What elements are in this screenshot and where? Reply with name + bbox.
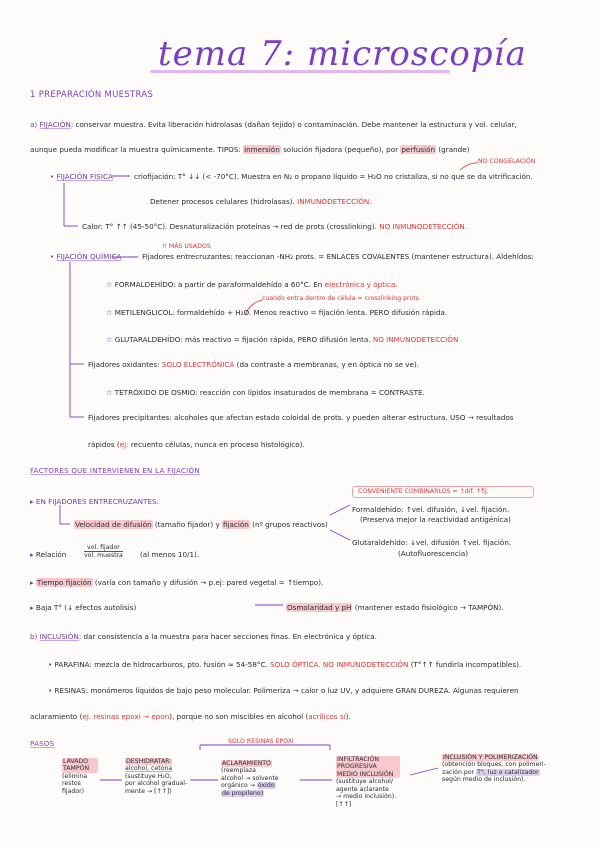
velocidad-highlight: Velocidad de difusión (75, 520, 152, 529)
relacion-text: ▸ Relación (30, 550, 67, 559)
calor-detail: Calor: T° ↑↑ (45-50°C). Desnaturalización proteínas → red de prots (crosslinking). (82, 222, 377, 231)
fijacion-line-2 (30, 145, 469, 154)
oxidantes-detail: (da contraste a membranas, y en óptica no se ve). (236, 360, 420, 369)
paso-line: (sustituye H₂O, (125, 772, 172, 780)
ej-label: ej: (119, 440, 129, 449)
crio-detail-text: Detener procesos celulares (hidrolasas). (150, 197, 295, 206)
paso-lavado (62, 758, 102, 795)
baja-t-text: ▸ Baja T° (↓ efectos autolisis) (30, 603, 137, 612)
calor-text (82, 222, 467, 231)
close-paren: ). (345, 712, 351, 721)
electronica-optica-label: electrónica y óptica. (324, 280, 398, 289)
section-heading: 1 PREPARACIÓN MUESTRAS (30, 90, 154, 100)
propileno-highlight: de propileno) (222, 789, 264, 797)
prec-detail: recuento células, nunca en proceso histológico). (130, 440, 305, 449)
resinas-detail: RESINAS: monómeros líquidos de bajo peso molecular. Polimeriza → calor o luz UV, y adquiere GRAN DUREZA. Algunas requieren (54, 686, 519, 695)
glutaraldehido-detail: GLUTARALDEHÍDO: más reactivo = fijación rápida, PERO difusión lenta. (114, 335, 371, 344)
inclusion-heading: INCLUSIÓN (39, 632, 79, 641)
paso-line: orgánico → (221, 782, 255, 790)
pasos-heading: PASOS (30, 740, 55, 748)
formaldehido-factor: Formaldehído: ↑vel. difusión, ↓vel. fijación. (352, 505, 510, 514)
no-inmuno-label: NO INMUNODETECCIÓN (372, 335, 459, 344)
aclaramiento-text: aclaramiento ( (30, 712, 83, 721)
parafina-text: • PARAFINA: mezcla de hidrocarburos, pto. fusión ≈ 54-58°C. SOLO ÓPTICA. NO INMUNODETECCIÓN (T°↑↑ fundirla incompatibles). (48, 660, 522, 669)
parafina-detail: PARAFINA: mezcla de hidrocarburos, pto. fusión ≈ 54-58°C. (54, 660, 268, 669)
paso-sub: alcohol, cetona (125, 765, 173, 773)
paso-line: (obtención bloques, con polimeri- (442, 761, 546, 769)
entrecruzantes-heading: ▸ EN FIJADORES ENTRECRUZANTES: (30, 497, 159, 506)
inclusion-text: : dar consistencia a la muestra para hacer secciones finas. En electrónica y óptica. (78, 632, 377, 641)
fraccion-denominador: vol. muestra (84, 552, 123, 560)
paso-line: (elimina (62, 772, 88, 780)
fraccion-numerador: vol. fijador (84, 544, 123, 552)
epoxi-example: ej. resinas epoxi → epon (82, 712, 170, 721)
paso-line: [↑↑] (336, 800, 352, 808)
catalizador-highlight: T°, luz o catalizador (477, 768, 539, 776)
resinas-text-2 (30, 712, 351, 721)
paso-line: fijador) (62, 787, 85, 795)
paso-line: restos (62, 780, 81, 788)
entrecruzantes-text: Fijadores entrecruzantes: reaccionan -NH₂ prots. = ENLACES COVALENTES (mantener estructura). Aldehídos: (142, 252, 534, 261)
crosslinking-note: cuando entra dentro de célula = crosslinking prots (262, 295, 419, 302)
tipos-text-2: solución fijadora (pequeño), por (283, 145, 399, 154)
glutaraldehido-factor-note: (Autofluorescencia) (398, 549, 469, 558)
paso-title: LAVADO TAMPÓN (62, 758, 98, 773)
osmolaridad-detail: (mantener estado fisiológico → TAMPÓN). (354, 603, 504, 612)
paso-title: DESHIDRATAR: (126, 758, 172, 765)
fijacion-line-1 (30, 120, 517, 129)
tiempo-highlight: Tiempo fijación (36, 578, 92, 587)
minimo-text: (al menos 10/1). (140, 550, 200, 559)
no-inmunodeteccion-label: NO INMUNODETECCIÓN. (379, 222, 468, 231)
tiempo-detail: (varía con tamaño y difusión → p.ej: pared vegetal = ↑tiempo). (94, 578, 324, 587)
acrilicos-example: acrílicos sí (308, 712, 346, 721)
fijacion-text: : conservar muestra. Evita liberación hidrolasas (dañan tejido) o contaminación. Debe mantener la estructura y vol. celular, (70, 120, 517, 129)
tipos-text-3: (grande) (438, 145, 470, 154)
inmunodeteccion-label: INMUNODETECCIÓN. (297, 197, 372, 206)
fisica-label: FIJACIÓN FÍSICA (56, 172, 113, 181)
paso-line: → medio inclusión). (336, 793, 397, 801)
fijacion-quimica-heading: • FIJACIÓN QUÍMICA (50, 252, 122, 261)
oxido-highlight: óxido (257, 782, 275, 790)
glutaraldehido-text: ☆ GLUTARALDEHÍDO: más reactivo = fijación rápida, PERO difusión lenta. NO INMUNODETECCIÓN (106, 335, 459, 344)
factores-heading: FACTORES QUE INTERVIENEN EN LA FIJACIÓN (30, 467, 200, 475)
item-letter-b: b) (30, 632, 38, 641)
paso-line: (sustituye alcohol/ (336, 778, 393, 786)
paso-line: mente → [↑↑]) (125, 787, 172, 795)
paso-title: ACLARAMIENTO (222, 760, 271, 767)
mas-usados-note: !! MÁS USADOS (162, 243, 211, 250)
criofijacion-detail (150, 197, 372, 206)
solo-optica-label: SOLO ÓPTICA. NO INMUNODETECCIÓN (270, 660, 409, 669)
paso-line: alcohol → solvente (221, 774, 279, 782)
conveniente-note: CONVENIENTE COMBINARLOS = ↑dif. ↑fij. (358, 488, 489, 495)
fijacion-heading: FIJACIÓN (39, 120, 71, 129)
paso-deshidratar (125, 758, 187, 795)
paso-inclusion (442, 754, 546, 784)
formaldehido-factor-note: (Preserva mejor la reactividad antigénica) (360, 515, 511, 524)
oxidantes-text (88, 360, 419, 369)
paso-title: INCLUSIÓN Y POLIMERIZACIÓN (443, 754, 538, 761)
tiempo-text: ▸ Tiempo fijación (varía con tamaño y difusión → p.ej: pared vegetal = ↑tiempo). (30, 578, 324, 587)
metilenglicol-detail: METILENGLICOL: formaldehído + H₂O. Menos reactivo = fijación lenta. PERO difusión rápida. (114, 308, 448, 317)
parafina-note: (T°↑↑ fundirla incompatibles). (410, 660, 522, 669)
solo-resinas-note: SOLO RESINAS EPOXI (228, 738, 294, 745)
inmersion-highlight: inmersión (244, 145, 280, 154)
tetroxido-text: ☆ TETRÓXIDO DE OSMIO: reacción con lípidos insaturados de membrana = CONTRASTE. (106, 388, 425, 397)
item-letter: a) (30, 120, 38, 129)
fijacion-highlight: fijación (223, 520, 249, 529)
tipos-text: aunque pueda modificar la muestra químicamente. TIPOS: (30, 145, 241, 154)
fijacion-fisica-heading: • FIJACIÓN FÍSICA (50, 172, 113, 181)
oxidantes-label: Fijadores oxidantes: (88, 360, 160, 369)
criofijacion-text: criofijación: T° ↓↓ (< -70°C). Muestra en N₂ o propano líquido = H₂O no cristaliza, si no que se da vitrificación. (134, 172, 533, 181)
paso-line: zación por (442, 768, 475, 776)
relacion-label: Relación (35, 550, 67, 559)
no-congelacion-note: NO CONGELACIÓN (478, 158, 536, 165)
osmolaridad-highlight: Osmolaridad y pH (287, 603, 352, 612)
paso-line: agente aclarante (336, 785, 389, 793)
paso-line: por alcohol gradual- (125, 780, 188, 788)
paso-infiltracion (336, 756, 400, 808)
formaldehido-detail: FORMALDEHÍDO: a partir de paraformaldehído a 60°C. En (114, 280, 323, 289)
resinas-text: • RESINAS: monómeros líquidos de bajo peso molecular. Polimeriza → calor o luz UV, y adquiere GRAN DUREZA. Algunas requieren (48, 686, 519, 695)
prec-open: rápidos ( (88, 440, 120, 449)
precipitantes-text: Fijadores precipitantes: alcoholes que afectan estado coloidal de prots. y pueden alterar estructura. USO → resultados (88, 413, 514, 422)
paso-line: según medio de inclusión). (442, 776, 526, 784)
fraccion (84, 544, 123, 560)
paso-aclaramiento (221, 760, 279, 797)
quimica-label: FIJACIÓN QUÍMICA (56, 252, 122, 261)
perfusion-highlight: perfusión (401, 145, 436, 154)
solo-electronica-label: SOLO ELECTRÓNICA (161, 360, 235, 369)
osmolaridad-text (286, 603, 504, 612)
velocidad-text (74, 520, 328, 529)
precipitantes-text-2 (88, 440, 305, 449)
inclusion-line (30, 632, 377, 641)
tetroxido-detail: TETRÓXIDO DE OSMIO: reacción con lípidos insaturados de membrana = CONTRASTE. (114, 388, 425, 397)
glutaraldehido-factor: Glutaraldehído: ↓vel. difusión ↑vel. fijación. (352, 538, 512, 547)
paso-title: INFILTRACIÓN PROGRESIVA MEDIO INCLUSIÓN (336, 756, 400, 778)
tamano-text: (tamaño fijador) y (154, 520, 220, 529)
grupos-text: (nº grupos reactivos) (252, 520, 328, 529)
paso-line: (reemplaza (221, 767, 256, 775)
metilenglicol-text: ☆ METILENGLICOL: formaldehído + H₂O. Menos reactivo = fijación lenta. PERO difusión rápida. (106, 308, 448, 317)
baja-t-label: Baja T° (↓ efectos autolisis) (35, 603, 137, 612)
miscibles-text: ), porque no son miscibles en alcohol ( (169, 712, 309, 721)
page-title: tema 7: microscopía (158, 34, 527, 74)
entrecruzantes-label: EN FIJADORES ENTRECRUZANTES: (35, 497, 159, 506)
formaldehido-text: ☆ FORMALDEHÍDO: a partir de paraformaldehído a 60°C. En electrónica y óptica. (106, 280, 398, 289)
